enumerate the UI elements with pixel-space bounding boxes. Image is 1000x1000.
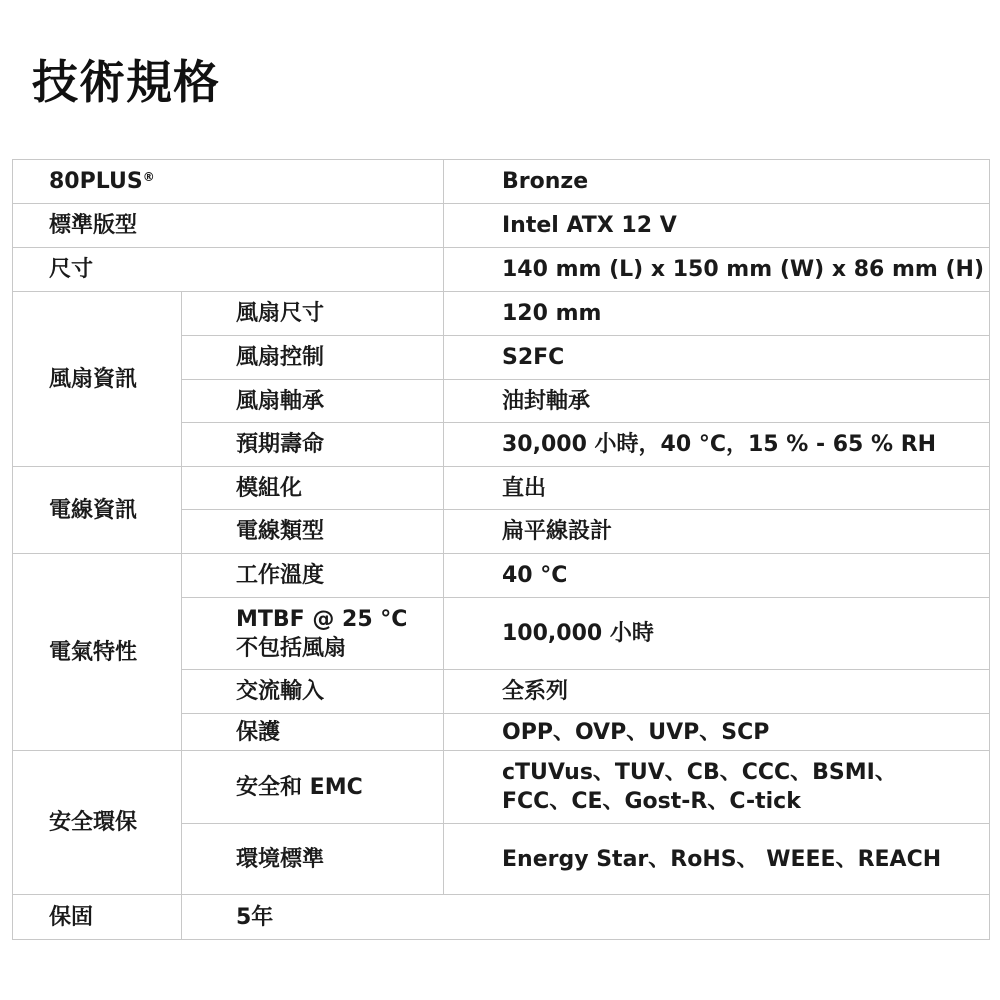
spec-label-fan-control: 風扇控制 [182, 336, 444, 380]
spec-label-dimensions: 尺寸 [13, 248, 444, 292]
spec-row-operating-temp [13, 554, 990, 598]
spec-value-ac-input: 全系列 [444, 670, 990, 714]
spec-value-safety-emc [444, 751, 990, 824]
spec-value-fan-lifetime: 30,000 小時，40 °C，15 % - 65 % RH [444, 423, 990, 467]
spec-value-80plus: Bronze [444, 160, 990, 204]
spec-label-operating-temp: 工作溫度 [182, 554, 444, 598]
spec-label-80plus-text: 80PLUS [49, 169, 143, 194]
spec-value-fan-bearing: 油封軸承 [444, 380, 990, 423]
registered-mark: ® [142, 170, 155, 184]
spec-group-safety: 安全環保 [13, 751, 182, 895]
spec-group-fan: 風扇資訊 [13, 292, 182, 467]
spec-value-environmental: Energy Star、RoHS、 WEEE、REACH [444, 824, 990, 895]
spec-value-operating-temp: 40 °C [444, 554, 990, 598]
spec-value-safety-emc-line1: cTUVus、TUV、CB、CCC、BSMI、 [502, 760, 897, 785]
spec-table [12, 159, 990, 940]
spec-group-electrical: 電氣特性 [13, 554, 182, 751]
spec-label-safety-emc: 安全和 EMC [182, 751, 444, 824]
spec-label-80plus [13, 160, 444, 204]
spec-label-fan-bearing: 風扇軸承 [182, 380, 444, 423]
spec-label-ac-input: 交流輸入 [182, 670, 444, 714]
spec-row-form-factor [13, 204, 990, 248]
spec-row-dimensions [13, 248, 990, 292]
spec-value-mtbf: 100,000 小時 [444, 598, 990, 670]
spec-row-fan-size [13, 292, 990, 336]
spec-label-modular: 模組化 [182, 467, 444, 510]
spec-label-environmental: 環境標準 [182, 824, 444, 895]
spec-label-fan-lifetime: 預期壽命 [182, 423, 444, 467]
spec-value-fan-control: S2FC [444, 336, 990, 380]
spec-label-warranty: 保固 [13, 895, 182, 940]
spec-value-safety-emc-line2: FCC、CE、Gost-R、C-tick [502, 789, 801, 814]
spec-label-mtbf-line1: MTBF @ 25 °C [236, 606, 408, 632]
spec-value-warranty: 5年 [182, 895, 990, 940]
spec-value-dimensions: 140 mm (L) x 150 mm (W) x 86 mm (H) [444, 248, 990, 292]
spec-value-protection: OPP、OVP、UVP、SCP [444, 714, 990, 751]
spec-label-form-factor: 標準版型 [13, 204, 444, 248]
spec-row-warranty [13, 895, 990, 940]
spec-label-protection: 保護 [182, 714, 444, 751]
spec-row-safety-emc [13, 751, 990, 824]
spec-label-mtbf [182, 598, 444, 670]
spec-label-cable-type: 電線類型 [182, 510, 444, 554]
spec-value-form-factor: Intel ATX 12 V [444, 204, 990, 248]
spec-value-cable-type: 扁平線設計 [444, 510, 990, 554]
spec-value-fan-size: 120 mm [444, 292, 990, 336]
spec-row-modular [13, 467, 990, 510]
spec-value-modular: 直出 [444, 467, 990, 510]
spec-label-mtbf-line2: 不包括風扇 [236, 635, 347, 661]
spec-row-80plus [13, 160, 990, 204]
spec-label-fan-size: 風扇尺寸 [182, 292, 444, 336]
spec-group-cable: 電線資訊 [13, 467, 182, 554]
page-title: 技術規格 [32, 55, 220, 109]
